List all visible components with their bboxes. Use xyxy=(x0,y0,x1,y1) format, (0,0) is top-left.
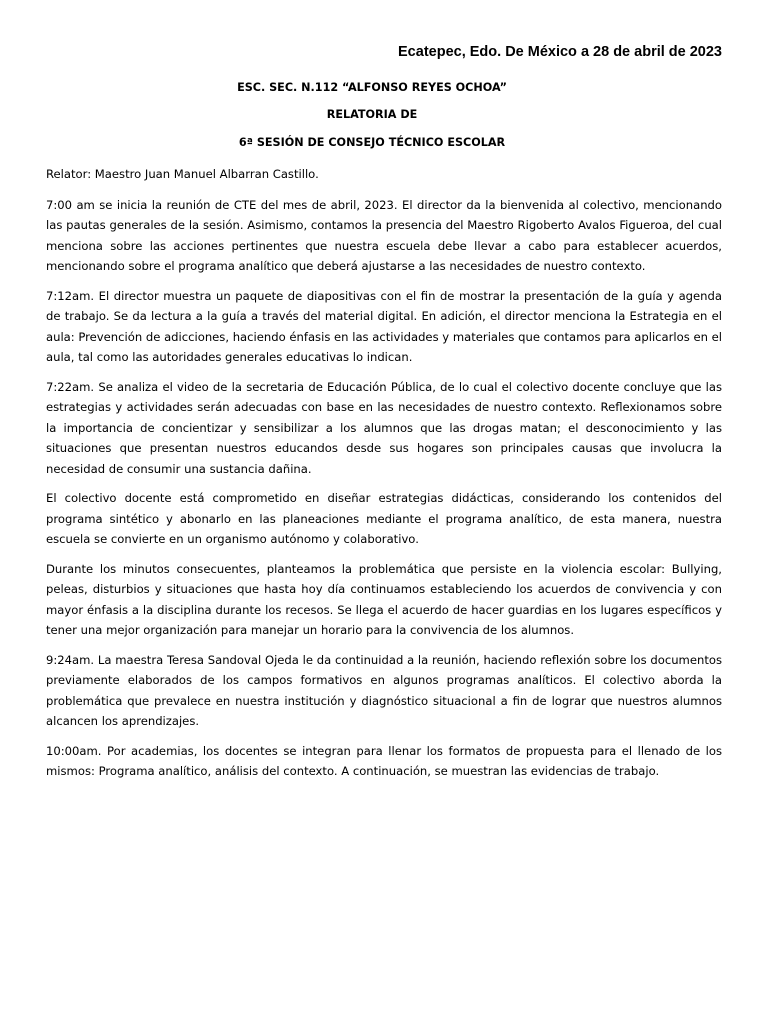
paragraph-violencia: Durante los minutos consecuentes, planteamos la problemática que persiste en la violencia escolar: Bullying, peleas, disturbios y situaciones que hasta hoy día continuamos estableciendo los acuerdos de convivencia y con mayor énfasis a la disciplina durante los recesos. Se llega el acuerdo de hacer guardias en los lugares específicos y tener una mejor organización para manejar un horario para la convivencia de los alumnos. xyxy=(46,561,722,637)
title-line-2: 6ª SESIÓN DE CONSEJO TÉCNICO ESCOLAR xyxy=(238,136,506,149)
school-name: ESC. SEC. N.112 “ALFONSO REYES OCHOA” xyxy=(237,81,507,94)
paragraph-1000am: 10:00am. Por academias, los docentes se integran para llenar los formatos de propuesta para el llenado de los mismos: Programa analítico, análisis del contexto. A continuación, se muestran las evidencias de trabajo. xyxy=(46,743,722,778)
paragraph-924am: 9:24am. La maestra Teresa Sandoval Ojeda le da continuidad a la reunión, haciendo reflexión sobre los documentos previamente elaborados de los campos formativos en algunos programas analíticos. El colectivo aborda la problemática que prevalece en nuestra institución y diagnóstico situacional a fin de lograr que nuestros alumnos alcancen los aprendizajes. xyxy=(46,652,722,728)
paragraph-722am: 7:22am. Se analiza el video de la secretaria de Educación Pública, de lo cual el colectivo docente concluye que las estrategias y actividades serán adecuadas con base en las necesidades de nuestro contexto. Reflexionamos sobre la importancia de concientizar y sensibilizar a los alumnos que las drogas matan; el desconocimiento y las situaciones que presentan nuestros educandos desde sus hogares son principales causas que involucra la necesidad de consumir una sustancia dañina. xyxy=(46,379,722,476)
document-body xyxy=(46,164,722,791)
relator-line: Relator: Maestro Juan Manuel Albarran Castillo. xyxy=(46,167,319,181)
title-line-1: RELATORIA DE xyxy=(326,108,418,121)
place-date: Ecatepec, Edo. De México a 28 de abril de 2023 xyxy=(398,44,722,60)
paragraph-700am: 7:00 am se inicia la reunión de CTE del mes de abril, 2023. El director da la bienvenida al colectivo, mencionando las pautas generales de la sesión. Asimismo, contamos la presencia del Maestro Rigoberto Avalos Figueroa, del cual menciona sobre las acciones pertinentes que nuestra escuela debe llevar a cabo para establecer acuerdos, mencionando sobre el programa analítico que deberá ajustarse a las necesidades de nuestro contexto. xyxy=(46,197,722,273)
paragraph-colectivo: El colectivo docente está comprometido en diseñar estrategias didácticas, considerando los contenidos del programa sintético y abonarlo en las planeaciones mediante el programa analítico, de esta manera, nuestra escuela se convierte en un organismo autónomo y colaborativo. xyxy=(46,491,722,546)
paragraph-712am: 7:12am. El director muestra un paquete de diapositivas con el fin de mostrar la presentación de la guía y agenda de trabajo. Se da lectura a la guía a través del material digital. En adición, el director menciona la Estrategia en el aula: Prevención de adicciones, haciendo énfasis en las actividades y materiales que contamos para aplicarlos en el aula, tal como las autoridades generales educativas lo indican. xyxy=(46,288,722,364)
